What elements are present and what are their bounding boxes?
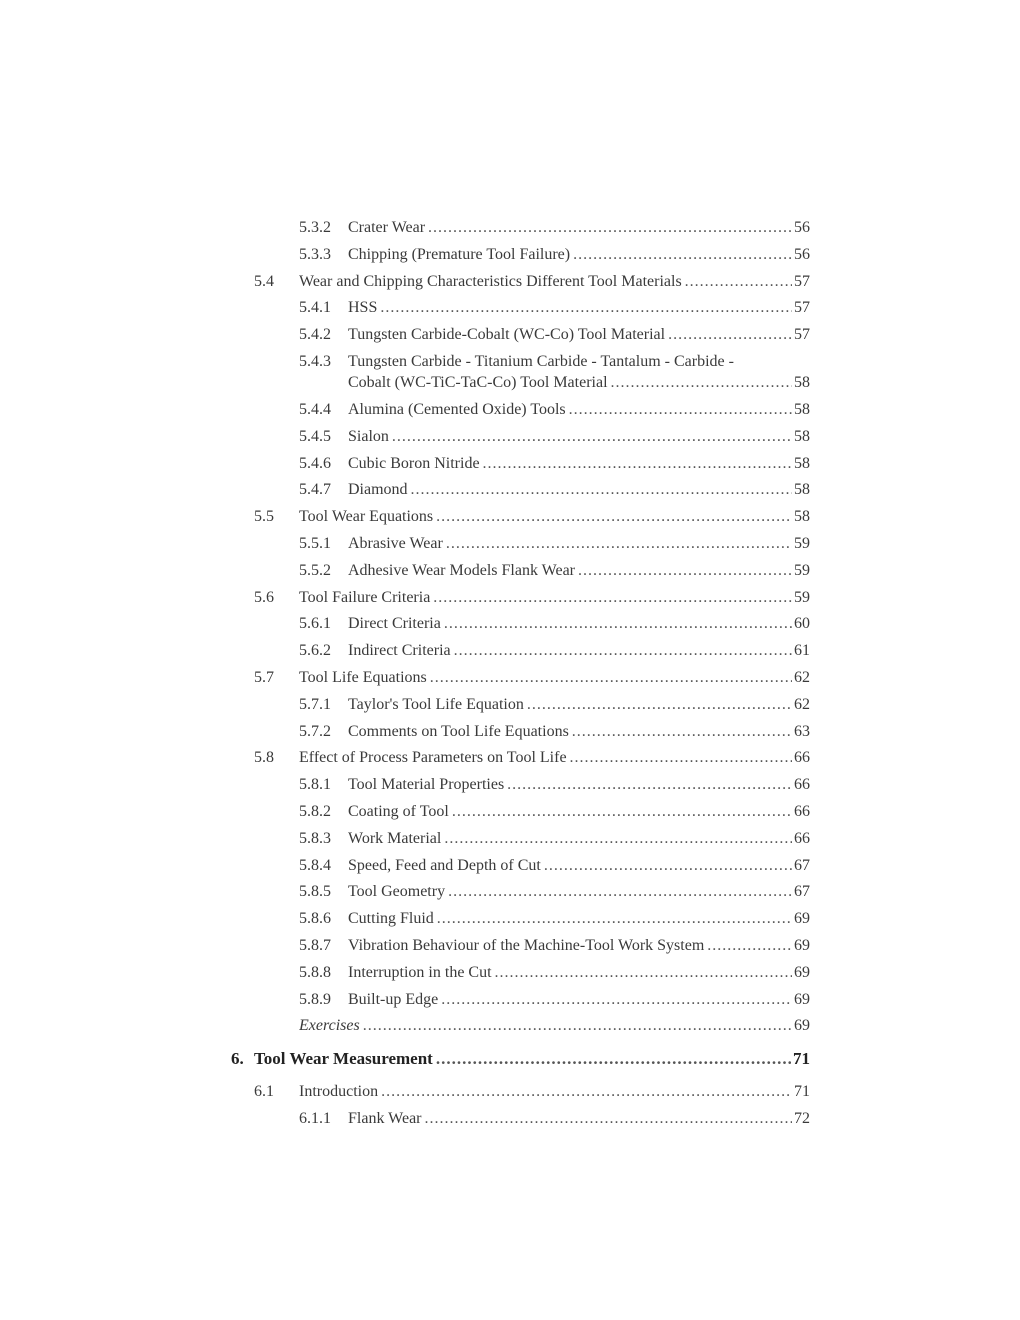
toc-entry[interactable] (0, 504, 1020, 531)
section-number: 5.5.1 (299, 534, 331, 552)
dot-leader (446, 531, 792, 558)
toc-entry[interactable] (0, 242, 1020, 269)
section-number: 5.4.5 (299, 427, 331, 445)
section-title: Direct Criteria (348, 615, 441, 633)
section-number: 5.8.1 (299, 776, 331, 794)
section-number: 5.4.2 (299, 326, 331, 344)
page-number: 66 (794, 802, 810, 820)
section-number: 5.8.5 (299, 883, 331, 901)
page-number: 58 (794, 481, 810, 499)
toc-entry[interactable] (0, 477, 1020, 504)
section-title: Crater Wear (348, 219, 426, 236)
section-number: 5.8.2 (299, 802, 331, 820)
section-number: 5.8.7 (299, 936, 331, 954)
section-title: Adhesive Wear Models Flank Wear (348, 561, 575, 579)
toc-entry[interactable] (0, 638, 1020, 665)
page-number: 66 (794, 829, 810, 847)
dot-leader (392, 424, 792, 451)
toc-entry[interactable] (0, 349, 1020, 397)
dot-leader (572, 719, 792, 746)
toc-entry[interactable] (0, 558, 1020, 585)
dot-leader (437, 906, 792, 933)
section-number: 5.4.7 (299, 481, 331, 499)
dot-leader (483, 451, 792, 478)
page-number: 60 (794, 615, 810, 633)
section-title: Alumina (Cemented Oxide) Tools (348, 400, 566, 418)
page-number: 69 (794, 990, 810, 1008)
toc-entry[interactable] (0, 960, 1020, 987)
section-number: 5.5.2 (299, 561, 331, 579)
page-number: 67 (794, 856, 810, 874)
dot-leader (441, 987, 792, 1014)
section-title: Tool Wear Equations (299, 508, 434, 526)
toc-entry[interactable] (0, 853, 1020, 880)
page-number: 71 (793, 1049, 810, 1069)
section-number: 5.6 (254, 588, 274, 606)
page-number: 59 (794, 561, 810, 579)
toc-entry[interactable] (0, 611, 1020, 638)
page-number: 59 (794, 588, 810, 606)
toc-entry[interactable] (0, 397, 1020, 424)
dot-leader (569, 397, 792, 424)
page-number: 58 (794, 454, 810, 472)
table-of-contents (0, 215, 1020, 1133)
page-number: 57 (794, 326, 810, 344)
toc-entry[interactable] (0, 269, 1020, 296)
dot-leader (380, 295, 792, 322)
section-title: Introduction (299, 1083, 379, 1101)
section-title: Tool Wear Measurement (254, 1049, 433, 1069)
section-title: Flank Wear (348, 1109, 422, 1127)
section-number: 5.8.8 (299, 963, 331, 981)
toc-entry[interactable] (0, 215, 1020, 242)
dot-leader (411, 477, 792, 504)
dot-leader (707, 933, 792, 960)
page-number: 69 (794, 936, 810, 954)
page-number: 63 (794, 722, 810, 740)
page-number: 58 (794, 373, 810, 391)
page-number: 69 (794, 963, 810, 981)
dot-leader (611, 370, 792, 397)
section-title: Abrasive Wear (348, 534, 443, 552)
section-title: Work Material (348, 829, 442, 847)
dot-leader (452, 799, 792, 826)
page-number: 66 (794, 749, 810, 767)
page-number: 69 (794, 910, 810, 928)
section-title: Tool Life Equations (299, 668, 427, 686)
toc-entry[interactable] (0, 424, 1020, 451)
dot-leader (425, 1106, 792, 1133)
toc-entry[interactable] (0, 826, 1020, 853)
dot-leader (444, 826, 792, 853)
section-title: Built-up Edge (348, 990, 439, 1008)
dot-leader (495, 960, 792, 987)
dot-leader (527, 692, 792, 719)
section-title: Tungsten Carbide - Titanium Carbide - Tantalum - Carbide - (348, 352, 734, 370)
section-number: 6.1 (254, 1083, 274, 1101)
toc-entry[interactable] (0, 322, 1020, 349)
dot-leader (428, 215, 792, 242)
toc-entry[interactable] (0, 1079, 1020, 1106)
section-number: 5.7 (254, 668, 274, 686)
section-title: Indirect Criteria (348, 642, 451, 660)
section-title: Diamond (348, 481, 408, 499)
section-number: 5.8.9 (299, 990, 331, 1008)
section-number: 5.8.6 (299, 910, 331, 928)
section-number: 5.8.3 (299, 829, 331, 847)
section-title: Tool Material Properties (348, 776, 505, 794)
toc-entry[interactable] (0, 772, 1020, 799)
toc-entry[interactable] (0, 987, 1020, 1014)
section-number: 6. (231, 1049, 244, 1069)
section-number: 5.3.2 (299, 219, 331, 236)
section-title: Tool Failure Criteria (299, 588, 431, 606)
section-number: 6.1.1 (299, 1109, 331, 1127)
dot-leader (436, 1046, 791, 1073)
dot-leader (573, 242, 792, 269)
section-title: Speed, Feed and Depth of Cut (348, 856, 541, 874)
section-title: Sialon (348, 427, 389, 445)
section-number: 5.4 (254, 272, 274, 290)
section-title: Cutting Fluid (348, 910, 434, 928)
toc-entry[interactable] (0, 295, 1020, 322)
toc-entry[interactable] (0, 879, 1020, 906)
dot-leader (570, 745, 792, 772)
section-number: 5.4.4 (299, 400, 331, 418)
dot-leader (436, 504, 792, 531)
toc-entry[interactable] (0, 745, 1020, 772)
toc-entry[interactable] (0, 719, 1020, 746)
section-title: Coating of Tool (348, 802, 449, 820)
page-number: 58 (794, 400, 810, 418)
section-title: Exercises (299, 1017, 360, 1035)
toc-entry[interactable] (0, 1106, 1020, 1133)
toc-chapter-entry[interactable] (0, 1046, 1020, 1073)
dot-leader (444, 611, 792, 638)
page-number: 58 (794, 427, 810, 445)
section-number: 5.8.4 (299, 856, 331, 874)
dot-leader (685, 269, 792, 296)
section-title: Cobalt (WC-TiC-TaC-Co) Tool Material (348, 373, 608, 391)
dot-leader (668, 322, 792, 349)
dot-leader (454, 638, 792, 665)
dot-leader (448, 879, 792, 906)
section-title: Wear and Chipping Characteristics Different Tool Materials (299, 272, 682, 290)
dot-leader (433, 585, 792, 612)
page-number: 57 (794, 272, 810, 290)
toc-entry[interactable] (0, 933, 1020, 960)
toc-entry[interactable] (0, 799, 1020, 826)
section-title: Comments on Tool Life Equations (348, 722, 569, 740)
toc-entry[interactable] (0, 585, 1020, 612)
toc-entry[interactable] (0, 665, 1020, 692)
toc-entry[interactable] (0, 451, 1020, 478)
page-number: 56 (794, 245, 810, 263)
dot-leader (430, 665, 792, 692)
toc-entry[interactable] (0, 531, 1020, 558)
section-title: Effect of Process Parameters on Tool Life (299, 749, 567, 767)
dot-leader (507, 772, 792, 799)
section-number: 5.7.2 (299, 722, 331, 740)
section-title: Taylor's Tool Life Equation (348, 695, 524, 713)
page-number: 62 (794, 668, 810, 686)
dot-leader (544, 853, 792, 880)
section-title: Chipping (Premature Tool Failure) (348, 245, 571, 263)
page-number: 66 (794, 776, 810, 794)
dot-leader (381, 1079, 792, 1106)
section-number: 5.4.6 (299, 454, 331, 472)
dot-leader (578, 558, 792, 585)
section-number: 5.8 (254, 749, 274, 767)
section-title: Tool Geometry (348, 883, 446, 901)
page-number: 61 (794, 642, 810, 660)
section-number: 5.7.1 (299, 695, 331, 713)
section-title: Cubic Boron Nitride (348, 454, 480, 472)
section-number: 5.6.1 (299, 615, 331, 633)
section-number: 5.4.1 (299, 299, 331, 317)
page-number: 59 (794, 534, 810, 552)
section-title: Interruption in the Cut (348, 963, 492, 981)
section-title: Tungsten Carbide-Cobalt (WC-Co) Tool Material (348, 326, 666, 344)
page-number: 72 (794, 1109, 810, 1127)
section-title: Vibration Behaviour of the Machine-Tool Work System (348, 936, 705, 954)
page-number: 67 (794, 883, 810, 901)
toc-entry[interactable] (0, 692, 1020, 719)
section-number: 5.3.3 (299, 245, 331, 263)
section-number: 5.4.3 (299, 352, 331, 370)
page-number: 69 (794, 1017, 810, 1035)
page-number: 62 (794, 695, 810, 713)
page-number: 56 (794, 219, 810, 236)
section-title: HSS (348, 299, 378, 317)
page-number: 58 (794, 508, 810, 526)
toc-entry[interactable] (0, 906, 1020, 933)
page-number: 57 (794, 299, 810, 317)
section-number: 5.5 (254, 508, 274, 526)
page-number: 71 (794, 1083, 810, 1101)
toc-entry[interactable] (0, 1013, 1020, 1040)
dot-leader (363, 1013, 792, 1040)
section-number: 5.6.2 (299, 642, 331, 660)
